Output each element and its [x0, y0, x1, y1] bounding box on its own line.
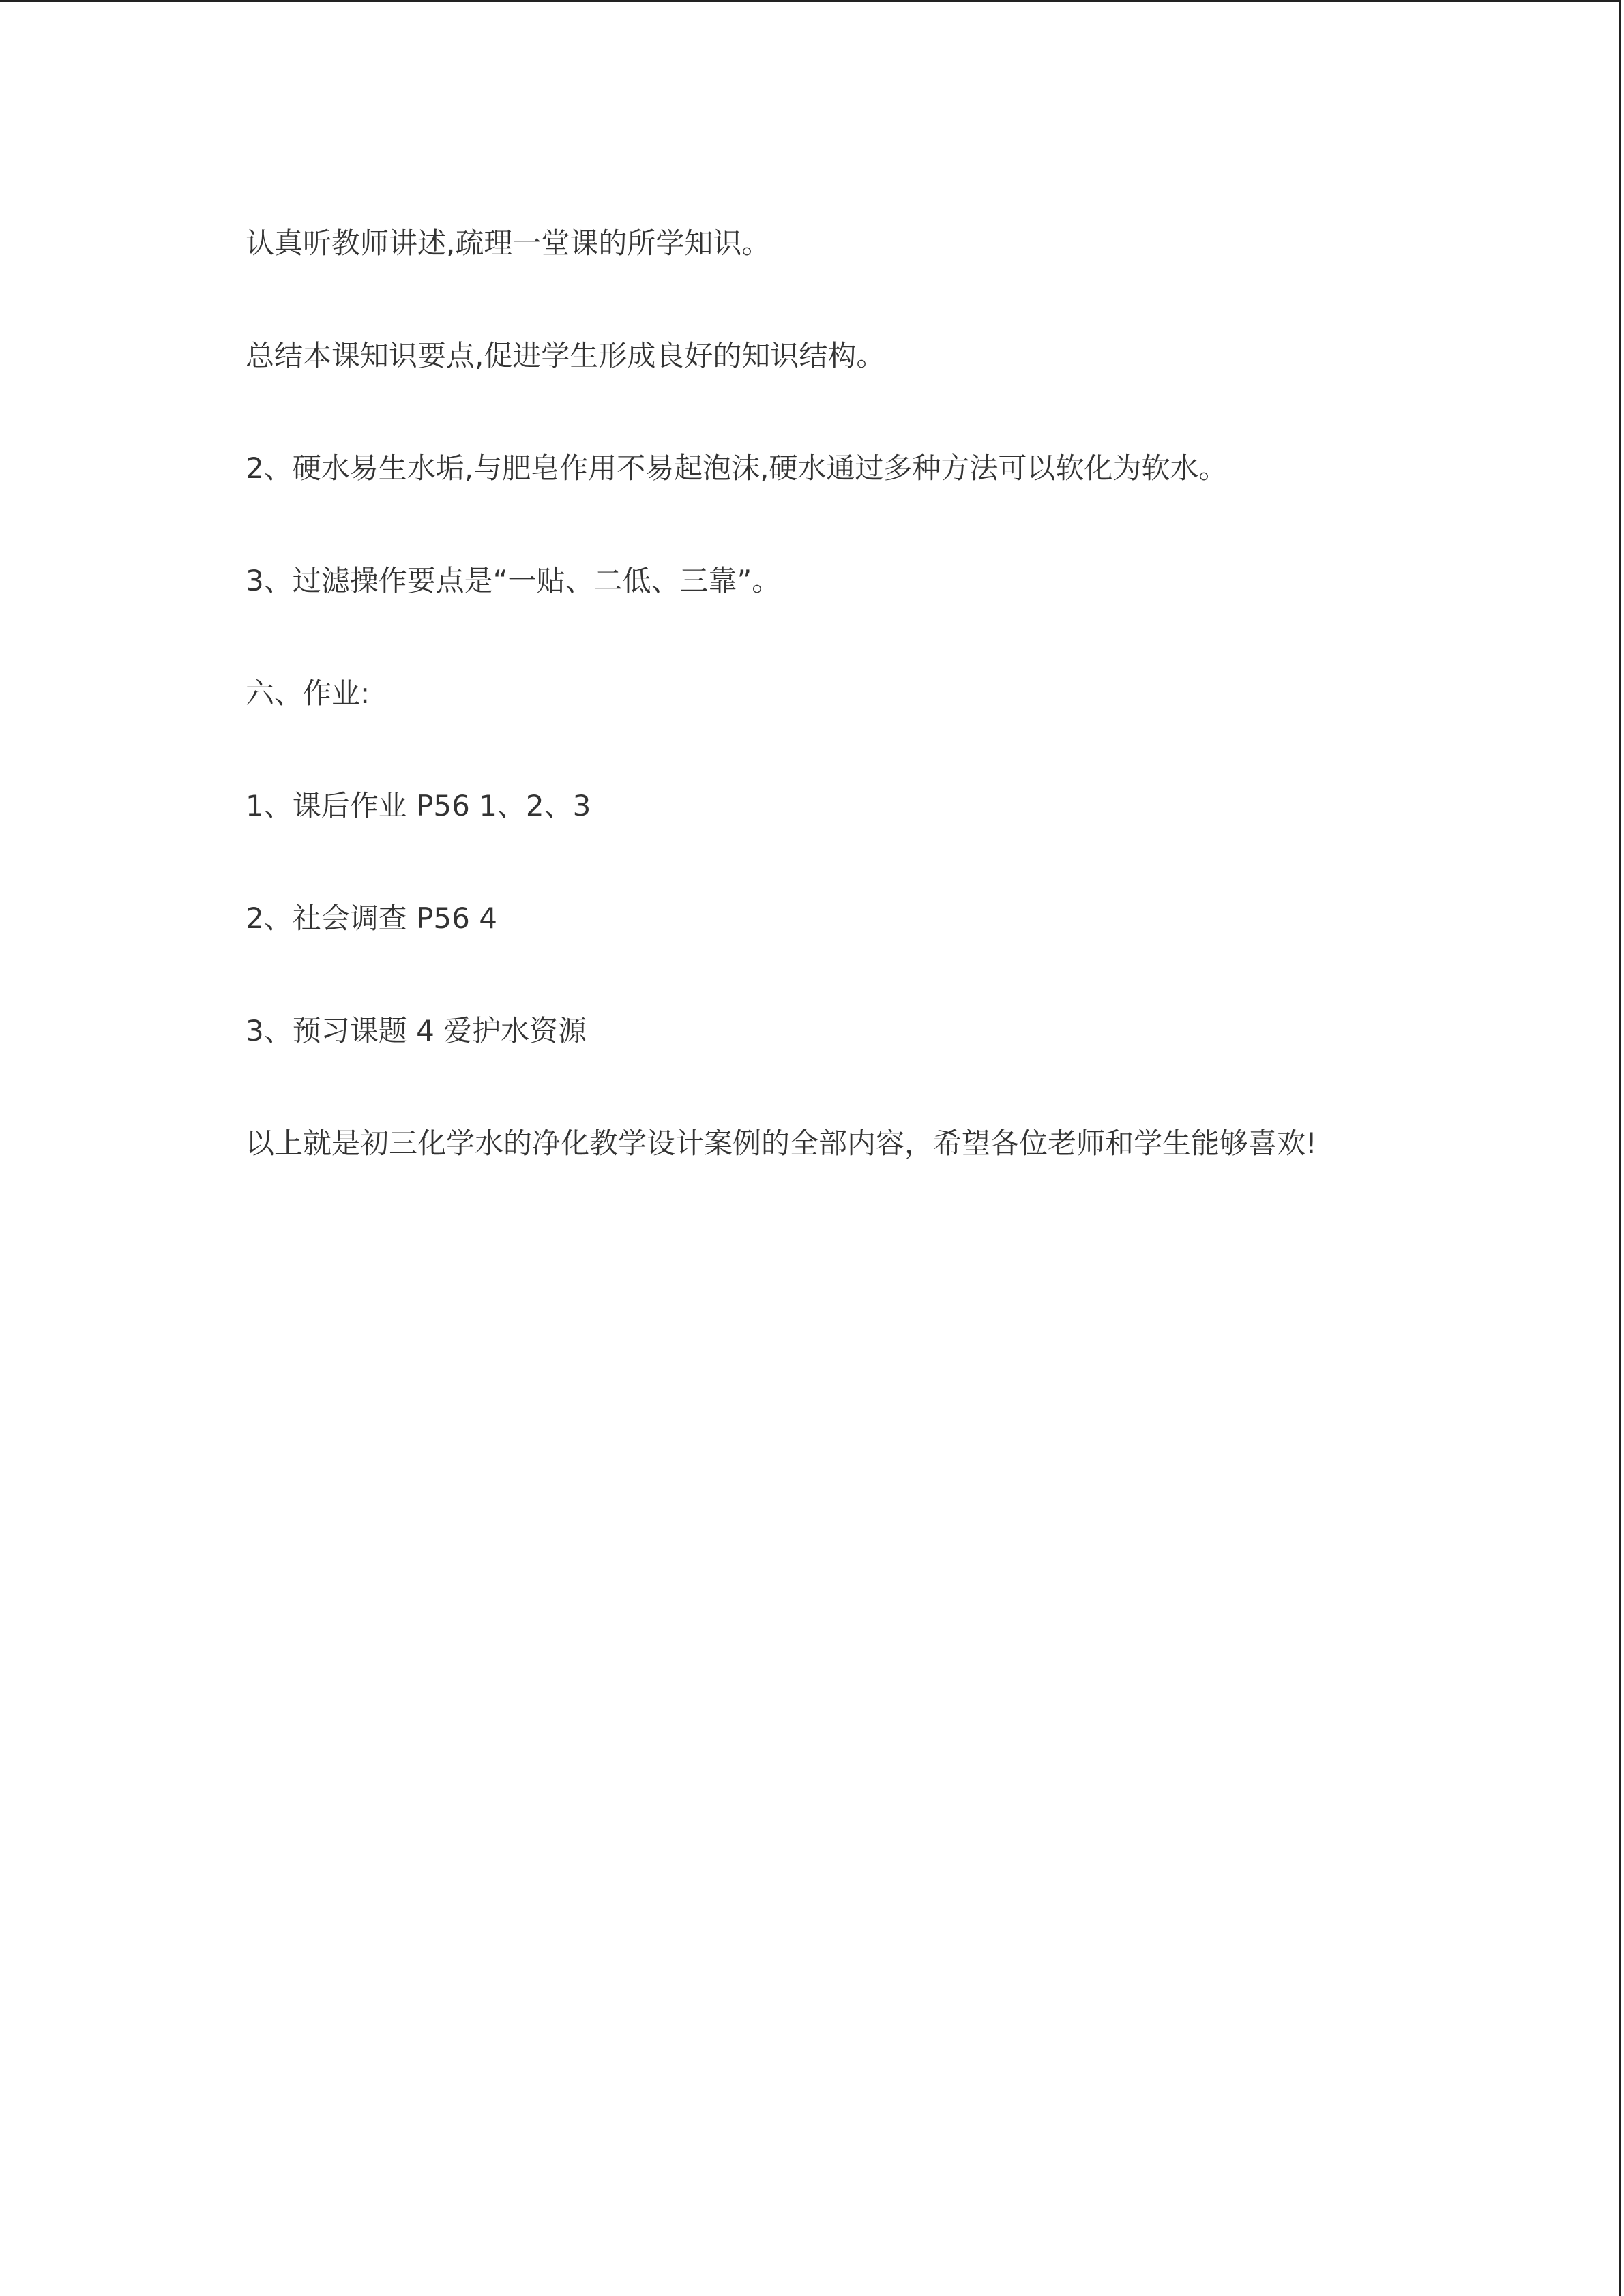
paragraph-review: 认真听教师讲述,疏理一堂课的所学知识。 [246, 226, 771, 260]
paragraph-summary: 总结本课知识要点,促进学生形成良好的知识结构。 [246, 339, 885, 372]
paragraph-filtration: 3、过滤操作要点是“一贴、二低、三靠”。 [246, 564, 781, 597]
paragraph-hard-water: 2、硬水易生水垢,与肥皂作用不易起泡沫,硬水通过多种方法可以软化为软水。 [246, 451, 1228, 485]
closing-paragraph: 以上就是初三化学水的净化教学设计案例的全部内容，希望各位老师和学生能够喜欢! [246, 1127, 1317, 1160]
document-body [246, 219, 1541, 1232]
homework-item-2: 2、社会调查 P56 4 [246, 901, 497, 935]
homework-item-1: 1、课后作业 P56 1、2、3 [246, 789, 591, 822]
homework-heading: 六、作业: [246, 676, 370, 710]
homework-item-3: 3、预习课题 4 爱护水资源 [246, 1014, 587, 1047]
